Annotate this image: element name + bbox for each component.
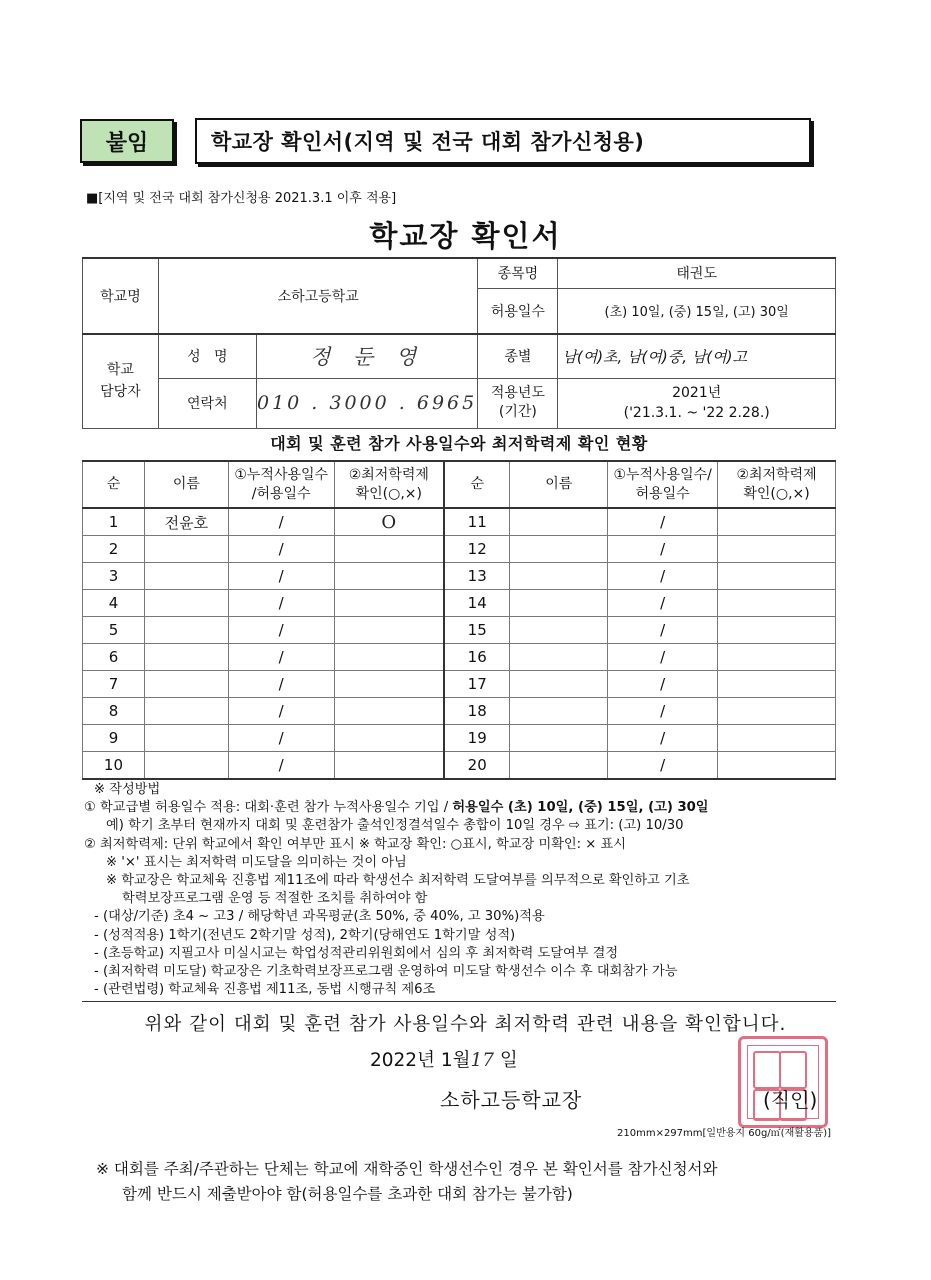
table-cell-n: 3 [83, 563, 145, 590]
table-cell-check [334, 698, 444, 725]
category-value: 남(여)초, 남(여)중, 남(여)고 [558, 334, 836, 378]
table-cell-days: / [608, 508, 718, 536]
table-cell-name [144, 644, 228, 671]
table-cell-check [334, 752, 444, 780]
table-cell-name [510, 563, 608, 590]
table-cell-days: / [228, 508, 334, 536]
table-cell-check [718, 725, 836, 752]
attachment-badge: 붙임 [80, 119, 174, 163]
table-cell-check [334, 671, 444, 698]
header-title: 학교장 확인서(지역 및 전국 대회 참가신청용) [195, 118, 811, 164]
manager-label: 학교 담당자 [83, 334, 159, 428]
note-detail-3: - (초등학교) 지필고사 미실시교는 학업성적관리위원회에서 심의 후 최저학력 도달여부 결정 [94, 945, 619, 961]
table-cell-n: 10 [83, 752, 145, 780]
table-cell-days: / [228, 563, 334, 590]
school-value: 소하고등학교 [158, 258, 478, 334]
footer-line-1: ※ 대회를 주최/주관하는 단체는 학교에 재학중인 학생선수인 경우 본 확인서를 참가신청서와 [96, 1160, 718, 1178]
table-cell-days: / [608, 671, 718, 698]
table-row [83, 536, 836, 563]
table-cell-n: 13 [444, 563, 510, 590]
column-header: 순 [83, 461, 145, 508]
table-cell-n: 14 [444, 590, 510, 617]
table-cell-check [718, 752, 836, 780]
column-header: 순 [444, 461, 510, 508]
footer-note [96, 1157, 717, 1207]
table-cell-check [334, 725, 444, 752]
table-cell-check [718, 590, 836, 617]
table-cell-name [144, 752, 228, 780]
official-seal-icon [738, 1036, 828, 1128]
seal-label: (직인) [763, 1088, 818, 1112]
note-2d: 학력보장프로그램 운영 등 적절한 조치를 취하여야 함 [122, 891, 428, 907]
table-cell-name [510, 617, 608, 644]
period-value: ('21.3.1. ~ '22 2.28.) [623, 405, 770, 421]
info-table [82, 257, 836, 429]
table-cell-n: 1 [83, 508, 145, 536]
table-row [83, 508, 836, 536]
table-cell-name [510, 698, 608, 725]
table-cell-name [510, 725, 608, 752]
table-cell-days: / [228, 752, 334, 780]
table-cell-days: / [608, 536, 718, 563]
table-cell-n: 5 [83, 617, 145, 644]
event-label: 종목명 [478, 258, 558, 288]
table-cell-name [510, 644, 608, 671]
notes-heading: ※ 작성방법 [94, 782, 161, 797]
table-cell-check [334, 536, 444, 563]
table-row [83, 644, 836, 671]
note-1a [84, 799, 844, 817]
column-header: ①누적사용일수/ 허용일수 [608, 461, 718, 508]
table-cell-n: 20 [444, 752, 510, 780]
table-cell-name [144, 536, 228, 563]
section-title: 대회 및 훈련 참가 사용일수와 최저학력제 확인 현황 [270, 434, 648, 453]
table-cell-days: / [608, 644, 718, 671]
note-1b: 예) 학기 초부터 현재까지 대회 및 훈련참가 출석인정결석일수 총합이 10일 경우 ⇨ 표기: (고) 10/30 [106, 818, 684, 834]
table-cell-check [718, 508, 836, 536]
paper-spec: 210mm×297mm[일반용지 60g/㎡(재활용품)] [617, 1128, 832, 1139]
name-value: 정 둔 영 [256, 334, 478, 378]
table-cell-check [334, 617, 444, 644]
table-cell-days: / [608, 590, 718, 617]
note-detail-2: - (성적적용) 1학기(전년도 2학기말 성적), 2학기(당해연도 1학기말 성적) [94, 927, 516, 943]
table-cell-name [144, 698, 228, 725]
table-cell-n: 11 [444, 508, 510, 536]
divider [82, 1001, 836, 1002]
column-header: 이름 [144, 461, 228, 508]
table-cell-check [718, 563, 836, 590]
table-cell-days: / [228, 590, 334, 617]
table-cell-n: 4 [83, 590, 145, 617]
name-label: 성 명 [158, 334, 256, 378]
table-cell-name [144, 671, 228, 698]
allowed-days-label: 허용일수 [478, 288, 558, 334]
table-cell-n: 2 [83, 536, 145, 563]
date-day: 17 [470, 1050, 495, 1071]
table-cell-check [718, 617, 836, 644]
table-cell-name [510, 590, 608, 617]
note-2a: ② 최저학력제: 단위 학교에서 확인 여부만 표시 ※ 학교장 확인: ○표시, 학교장 미확인: × 표시 [84, 836, 627, 852]
note-detail-4: - (최저학력 미도달) 학교장은 기초학력보장프로그램 운영하여 미도달 학생선수 이수 후 대회참가 가능 [94, 964, 678, 980]
confirmation-statement: 위와 같이 대회 및 훈련 참가 사용일수와 최저학력 관련 내용을 확인합니다. [144, 1014, 787, 1035]
table-cell-n: 15 [444, 617, 510, 644]
table-cell-days: / [608, 698, 718, 725]
table-cell-check [334, 590, 444, 617]
contact-label: 연락처 [158, 378, 256, 428]
event-value: 태권도 [558, 258, 836, 288]
applies-note: ■[지역 및 전국 대회 참가신청용 2021.3.1 이후 적용] [86, 191, 397, 206]
column-header: ②최저학력제 확인(○,×) [718, 461, 836, 508]
note-detail-1: - (대상/기준) 초4 ~ 고3 / 해당학년 과목평균(초 50%, 중 40%, 고 30%)적용 [94, 909, 545, 925]
table-cell-days: / [608, 563, 718, 590]
table-cell-check [718, 698, 836, 725]
table-cell-name [510, 508, 608, 536]
table-row [83, 590, 836, 617]
table-cell-days: / [228, 536, 334, 563]
table-cell-name [510, 536, 608, 563]
table-cell-n: 6 [83, 644, 145, 671]
table-cell-name [144, 590, 228, 617]
table-cell-n: 7 [83, 671, 145, 698]
principal-signature: 소하고등학교장 [440, 1088, 583, 1112]
table-row [83, 752, 836, 780]
table-header-row [83, 461, 836, 508]
table-cell-n: 8 [83, 698, 145, 725]
table-cell-days: / [228, 698, 334, 725]
table-cell-n: 16 [444, 644, 510, 671]
instructions [84, 781, 844, 999]
note-detail-5: - (관련법령) 학교체육 진흥법 제11조, 동법 시행규칙 제6조 [94, 982, 436, 998]
table-cell-days: / [608, 752, 718, 780]
table-cell-days: / [228, 644, 334, 671]
table-row [83, 671, 836, 698]
note-1a-text: ① 학교급별 허용일수 적용: 대회·훈련 참가 누적사용일수 기입 / [84, 800, 453, 816]
document-title: 학교장 확인서 [369, 219, 562, 253]
table-cell-check [718, 536, 836, 563]
participation-table [82, 460, 836, 780]
year-label: 적용년도 (기간) [478, 378, 558, 428]
table-cell-days: / [228, 671, 334, 698]
footer-line-2: 함께 반드시 제출받아야 함(허용일수를 초과한 대회 참가는 불가함) [122, 1185, 573, 1203]
table-cell-check [334, 563, 444, 590]
table-row [83, 563, 836, 590]
year-cell [558, 378, 836, 428]
date-text: 2022년 1월 [370, 1050, 471, 1071]
table-cell-name [144, 725, 228, 752]
table-row [83, 617, 836, 644]
table-row [83, 725, 836, 752]
column-header: ②최저학력제 확인(○,×) [334, 461, 444, 508]
table-cell-days: / [608, 725, 718, 752]
year-value: 2021년 [672, 385, 722, 401]
table-cell-days: / [228, 725, 334, 752]
school-label: 학교명 [83, 258, 159, 334]
table-cell-name [144, 617, 228, 644]
sign-date [370, 1046, 518, 1072]
table-cell-check [334, 644, 444, 671]
table-cell-name [510, 671, 608, 698]
table-cell-name [144, 563, 228, 590]
table-cell-check [718, 644, 836, 671]
table-cell-n: 9 [83, 725, 145, 752]
date-suffix: 일 [494, 1050, 518, 1071]
category-label: 종별 [478, 334, 558, 378]
note-2b: ※ '×' 표시는 최저학력 미도달을 의미하는 것이 아님 [106, 854, 407, 870]
table-cell-n: 12 [444, 536, 510, 563]
table-cell-check: O [334, 508, 444, 536]
table-cell-name [510, 752, 608, 780]
table-cell-days: / [608, 617, 718, 644]
table-cell-n: 18 [444, 698, 510, 725]
contact-value: 010 . 3000 . 6965 [256, 378, 478, 428]
note-1a-bold: 허용일수 (초) 10일, (중) 15일, (고) 30일 [452, 800, 709, 816]
table-cell-check [718, 671, 836, 698]
table-cell-n: 19 [444, 725, 510, 752]
allowed-days-value: (초) 10일, (중) 15일, (고) 30일 [558, 288, 836, 334]
column-header: ①누적사용일수 /허용일수 [228, 461, 334, 508]
table-row [83, 698, 836, 725]
column-header: 이름 [510, 461, 608, 508]
table-cell-n: 17 [444, 671, 510, 698]
note-2c: ※ 학교장은 학교체육 진흥법 제11조에 따라 학생선수 최저학력 도달여부를 의무적으로 확인하고 기초 [106, 873, 690, 889]
table-cell-name: 전윤호 [144, 508, 228, 536]
table-cell-days: / [228, 617, 334, 644]
